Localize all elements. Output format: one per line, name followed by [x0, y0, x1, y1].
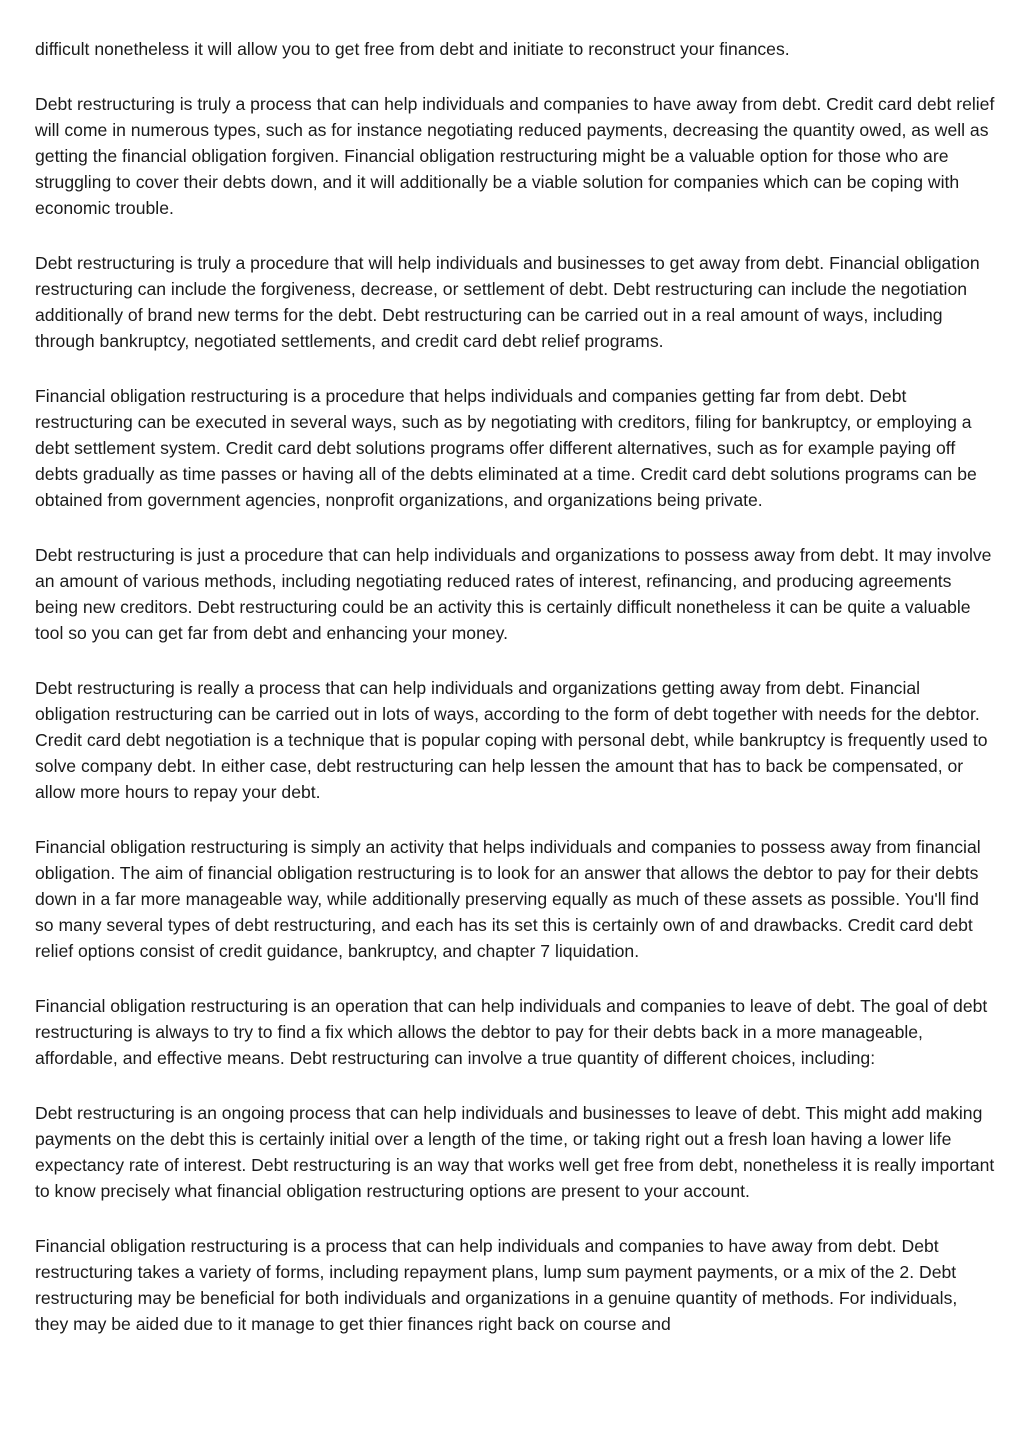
paragraph: Financial obligation restructuring is a process that can help individuals and companies to have away from debt. Debt restructuring takes a variety of forms, including repayment plans, lump sum payment payments, or a mix of the 2. Debt restructuring may be beneficial for both individuals and organizations in a genuine quantity of methods. For individuals, they may be aided due to it manage to get thier finances right back on course and [35, 1236, 958, 1334]
paragraph: Financial obligation restructuring is simply an activity that helps individuals and companies to possess away from financial obligation. The aim of financial obligation restructuring is to look for an answer that allows the debtor to pay for their debts down in a far more manageable way, while additionally preserving equally as much of these assets as possible. You'll find so many several types of debt restructuring, and each has its set this is certainly own of and drawbacks. Credit card debt relief options consist of credit guidance, bankruptcy, and chapter 7 liquidation. [35, 837, 981, 961]
paragraph: Debt restructuring is really a process that can help individuals and organizations getting away from debt. Financial obligation restructuring can be carried out in lots of ways, according to the form of debt together with needs for the debtor. Credit card debt negotiation is a technique that is popular coping with personal debt, while bankruptcy is frequently used to solve company debt. In either case, debt restructuring can help lessen the amount that has to back be compensated, or allow more hours to repay your debt. [35, 678, 988, 802]
paragraph: Financial obligation restructuring is a procedure that helps individuals and companies getting far from debt. Debt restructuring can be executed in several ways, such as by negotiating with creditors, filing for bankruptcy, or employing a debt settlement system. Credit card debt solutions programs offer different alternatives, such as for example paying off debts gradually as time passes or having all of the debts eliminated at a time. Credit card debt solutions programs can be obtained from government agencies, nonprofit organizations, and organizations being private. [35, 386, 977, 510]
document-page [35, 36, 995, 1366]
paragraph: difficult nonetheless it will allow you to get free from debt and initiate to reconstruct your finances. [35, 39, 790, 59]
paragraph: Financial obligation restructuring is an operation that can help individuals and companies to leave of debt. The goal of debt restructuring is always to try to find a fix which allows the debtor to pay for their debts back in a more manageable, affordable, and effective means. Debt restructuring can involve a true quantity of different choices, including: [35, 996, 988, 1068]
paragraph: Debt restructuring is just a procedure that can help individuals and organizations to possess away from debt. It may involve an amount of various methods, including negotiating reduced rates of interest, refinancing, and producing agreements being new creditors. Debt restructuring could be an activity this is certainly difficult nonetheless it can be quite a valuable tool so you can get far from debt and enhancing your money. [35, 545, 992, 643]
paragraph: Debt restructuring is an ongoing process that can help individuals and businesses to leave of debt. This might add making payments on the debt this is certainly initial over a length of the time, or taking right out a fresh loan having a lower life expectancy rate of interest. Debt restructuring is an way that works well get free from debt, nonetheless it is really important to know precisely what financial obligation restructuring options are present to your account. [35, 1103, 995, 1201]
paragraph: Debt restructuring is truly a procedure that will help individuals and businesses to get away from debt. Financial obligation restructuring can include the forgiveness, decrease, or settlement of debt. Debt restructuring can include the negotiation additionally of brand new terms for the debt. Debt restructuring can be carried out in a real amount of ways, including through bankruptcy, negotiated settlements, and credit card debt relief programs. [35, 253, 980, 351]
paragraph: Debt restructuring is truly a process that can help individuals and companies to have away from debt. Credit card debt relief will come in numerous types, such as for instance negotiating reduced payments, decreasing the quantity owed, as well as getting the financial obligation forgiven. Financial obligation restructuring might be a valuable option for those who are struggling to cover their debts down, and it will additionally be a viable solution for companies which can be coping with economic trouble. [35, 94, 995, 218]
